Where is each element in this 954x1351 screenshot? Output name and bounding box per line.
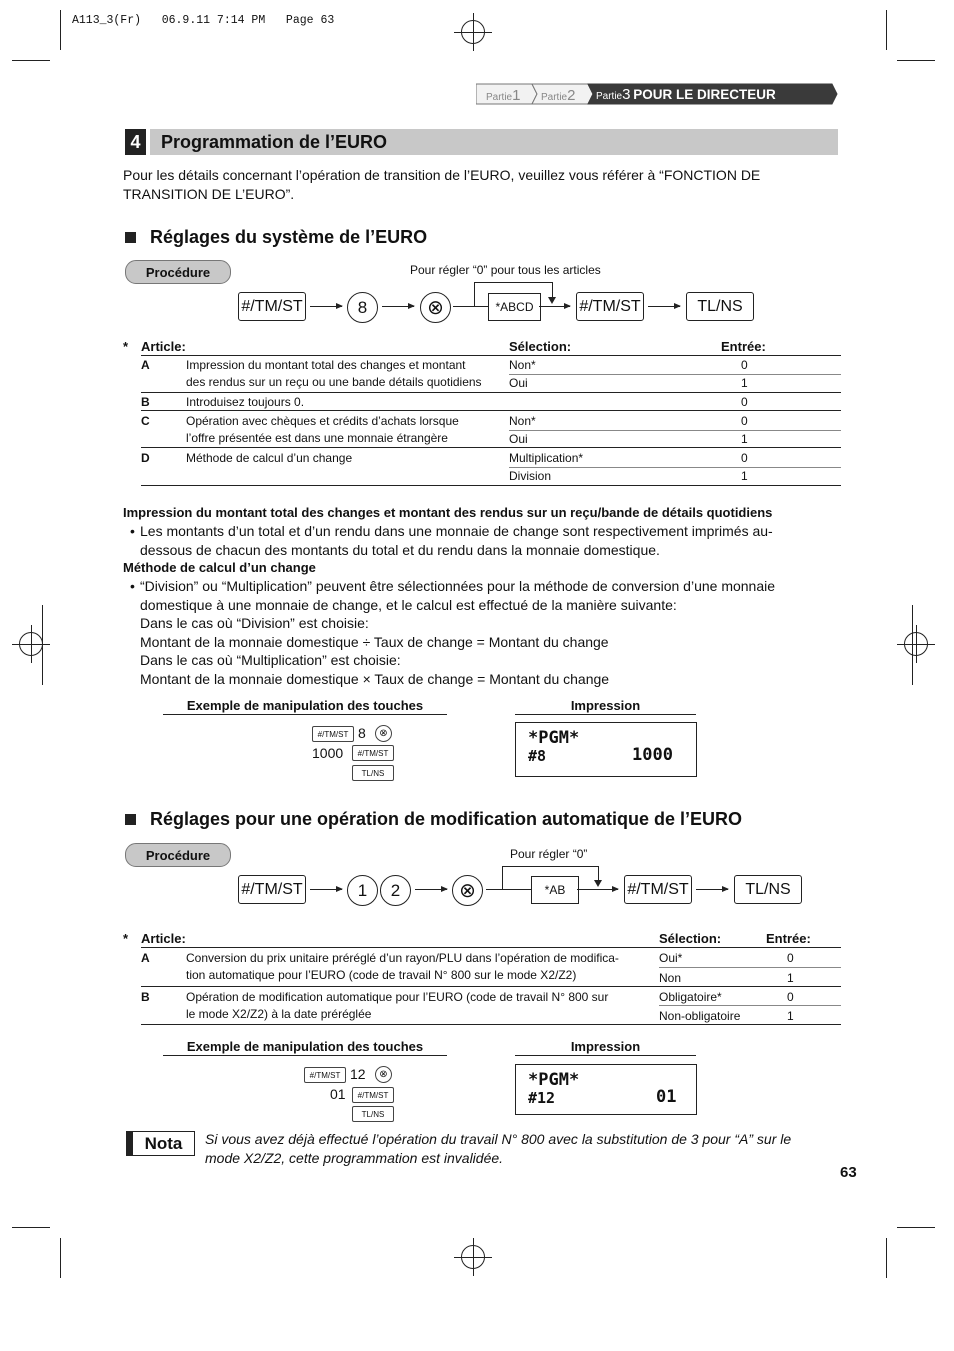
registration-mark: [461, 20, 485, 44]
registration-mark: [461, 1245, 485, 1269]
nota-label: Nota: [132, 1131, 195, 1156]
key-1: 1: [347, 875, 378, 906]
row-desc: Opération avec chèques et crédits d’achats lorsque: [186, 414, 459, 428]
section-title-bar: [150, 129, 838, 155]
print-title: Impression: [515, 1039, 696, 1056]
row-desc: Méthode de calcul d’un change: [186, 451, 353, 465]
row-entry: 0: [787, 951, 794, 965]
row-entry: 0: [741, 451, 748, 465]
page-number: 63: [840, 1164, 857, 1181]
crop-mark: [12, 60, 50, 61]
row-desc: Opération de modification automatique pour l’EURO (code de travail N° 800 sur: [186, 990, 609, 1004]
printout-line: *PGM*: [528, 1070, 580, 1090]
row-letter: A: [141, 358, 150, 372]
key-8: 8: [347, 292, 378, 323]
row-letter: B: [141, 395, 150, 409]
multiply-key-small: ⊗: [375, 1066, 392, 1083]
example-title: Exemple de manipulation des touches: [163, 1039, 447, 1056]
crop-mark: [897, 1227, 935, 1228]
row-entry: 1: [741, 469, 748, 483]
row-desc: Conversion du prix unitaire préréglé d’un rayon/PLU dans l’opération de modifica-: [186, 951, 619, 965]
note-text: “Division” ou “Multiplication” peuvent être sélectionnées pour la méthode de conversion d’une monnaie: [140, 578, 776, 594]
nota-text: Si vous avez déjà effectué l’opération du travail N° 800 avec la substitution de 3 pour “A” sur le: [205, 1131, 792, 1147]
row-letter: D: [141, 451, 150, 465]
printout-line: #8: [528, 747, 547, 765]
registration-mark: [904, 632, 928, 656]
tm-st-key-small: #/TM/ST: [312, 726, 354, 742]
row-selection: Division: [509, 469, 552, 483]
row-entry: 0: [741, 414, 748, 428]
multiply-key: ⊗: [420, 292, 451, 323]
row-selection: Non*: [509, 358, 536, 372]
bullet: •: [130, 523, 135, 539]
row-desc: des rendus sur un reçu ou une bande détails quotidiens: [186, 375, 482, 389]
intro-text: Pour les détails concernant l’opération de transition de l’EURO, veuillez vous référer à “FONCTION DE TRANSITION DE L’EURO”.: [123, 167, 761, 202]
row-entry: 0: [741, 395, 748, 409]
row-selection: Obligatoire*: [659, 990, 722, 1004]
row-selection: Multiplication*: [509, 451, 584, 465]
crop-mark: [12, 1227, 50, 1228]
tm-st-key: #/TM/ST: [576, 292, 644, 321]
table-header-article: Article:: [141, 931, 186, 946]
note-text: dessous de chacun des montants du total et du rendu dans la monnaie domestique.: [140, 542, 660, 558]
ab-entry-box: *AB: [531, 876, 579, 904]
printout-line: 01: [656, 1087, 677, 1107]
part2-heading: Réglages pour une opération de modification automatique de l’EURO: [150, 809, 743, 829]
row-entry: 1: [787, 971, 794, 985]
tab-part-2: Partie2: [541, 87, 576, 104]
heading-bullet: [125, 814, 136, 825]
printout-line: #12: [528, 1089, 556, 1107]
tm-st-key: #/TM/ST: [238, 292, 306, 321]
nota-text: mode X2/Z2, cette programmation est invalidée.: [205, 1150, 504, 1166]
row-letter: C: [141, 414, 150, 428]
tl-ns-key: TL/NS: [686, 292, 754, 321]
row-entry: 1: [787, 1009, 794, 1023]
tab-part-1: Partie1: [486, 87, 521, 104]
note-text: Dans le cas où “Multiplication” est choisie:: [140, 652, 401, 668]
note-text: domestique à une monnaie de change, et le calcul est effectué de la manière suivante:: [140, 597, 677, 613]
row-entry: 1: [741, 432, 748, 446]
printout-line: 1000: [632, 745, 673, 765]
part-tabs: [476, 83, 838, 105]
printout: [515, 1064, 697, 1115]
crop-mark: [60, 10, 61, 50]
tl-ns-key: TL/NS: [734, 875, 802, 904]
row-selection: Oui: [509, 432, 528, 446]
note-heading: Méthode de calcul d’un change: [123, 560, 316, 575]
tm-st-key-small: #/TM/ST: [352, 1087, 394, 1103]
table-header-entry: Entrée:: [721, 339, 766, 354]
crop-mark: [886, 1238, 887, 1278]
example-number: 8: [358, 725, 366, 741]
row-entry: 0: [741, 358, 748, 372]
tm-st-key-small: #/TM/ST: [304, 1067, 346, 1083]
row-selection: Non: [659, 971, 682, 985]
row-selection: Oui: [509, 376, 528, 390]
row-entry: 1: [741, 376, 748, 390]
row-desc: Impression du montant total des changes et montant: [186, 358, 466, 372]
row-desc: Introduisez toujours 0.: [186, 395, 305, 409]
tm-st-key: #/TM/ST: [624, 875, 692, 904]
section-title: Programmation de l’EURO: [161, 132, 388, 152]
example-number: 12: [350, 1066, 366, 1082]
section-number: 4: [125, 129, 146, 155]
row-selection: Oui*: [659, 951, 683, 965]
row-selection: Non*: [509, 414, 536, 428]
note-text: Les montants d’un total et d’un rendu dans une monnaie de change sont respectivement imprimés au-: [140, 523, 773, 539]
printout: [515, 722, 697, 777]
heading-bullet: [125, 232, 136, 243]
tm-st-key: #/TM/ST: [238, 875, 306, 904]
table-header-entry: Entrée:: [766, 931, 811, 946]
key-2: 2: [380, 875, 411, 906]
print-title: Impression: [515, 698, 696, 715]
registration-mark: [19, 632, 43, 656]
tl-ns-key-small: TL/NS: [352, 1106, 394, 1122]
crop-mark: [897, 60, 935, 61]
note-text: Dans le cas où “Division” est choisie:: [140, 615, 369, 631]
table-header-selection: Sélection:: [509, 339, 572, 354]
table-star: *: [123, 931, 129, 946]
multiply-key: ⊗: [452, 875, 483, 906]
part1-heading: Réglages du système de l’EURO: [150, 227, 428, 247]
tl-ns-key-small: TL/NS: [352, 765, 394, 781]
crop-mark: [60, 1238, 61, 1278]
table-star: *: [123, 339, 129, 354]
procedure-label: Procédure: [125, 260, 231, 284]
example-number: 01: [330, 1086, 346, 1102]
table-header-selection: Sélection:: [659, 931, 722, 946]
bullet: •: [130, 578, 135, 594]
row-letter: A: [141, 951, 150, 965]
procedure-label: Procédure: [125, 843, 231, 867]
example-number: 1000: [312, 745, 344, 761]
note-text: Montant de la monnaie domestique ÷ Taux de change = Montant du change: [140, 634, 609, 650]
note-text: Montant de la monnaie domestique × Taux de change = Montant du change: [140, 671, 610, 687]
loop-note: Pour régler “0”: [510, 847, 588, 861]
abcd-entry-box: *ABCD: [488, 293, 541, 321]
tm-st-key-small: #/TM/ST: [352, 745, 394, 761]
row-entry: 0: [787, 990, 794, 1004]
loop-note: Pour régler “0” pour tous les articles: [410, 263, 601, 277]
row-letter: B: [141, 990, 150, 1004]
note-heading: Impression du montant total des changes et montant des rendus sur un reçu/bande de détails quotidiens: [123, 505, 773, 520]
printout-line: *PGM*: [528, 728, 580, 748]
row-desc: tion automatique pour l’EURO (code de travail N° 800 sur le mode X2/Z2): [186, 968, 577, 982]
table-header-article: Article:: [141, 339, 186, 354]
tab-part-3: Partie3 POUR LE DIRECTEUR: [596, 86, 776, 103]
crop-mark: [886, 10, 887, 50]
row-desc: le mode X2/Z2) à la date préréglée: [186, 1007, 372, 1021]
example-title: Exemple de manipulation des touches: [163, 698, 447, 715]
file-info: A113_3(Fr) 06.9.11 7:14 PM Page 63: [72, 14, 335, 27]
row-desc: l’offre présentée est dans une monnaie étrangère: [186, 431, 448, 445]
row-selection: Non-obligatoire: [659, 1009, 741, 1023]
multiply-key-small: ⊗: [375, 725, 392, 742]
